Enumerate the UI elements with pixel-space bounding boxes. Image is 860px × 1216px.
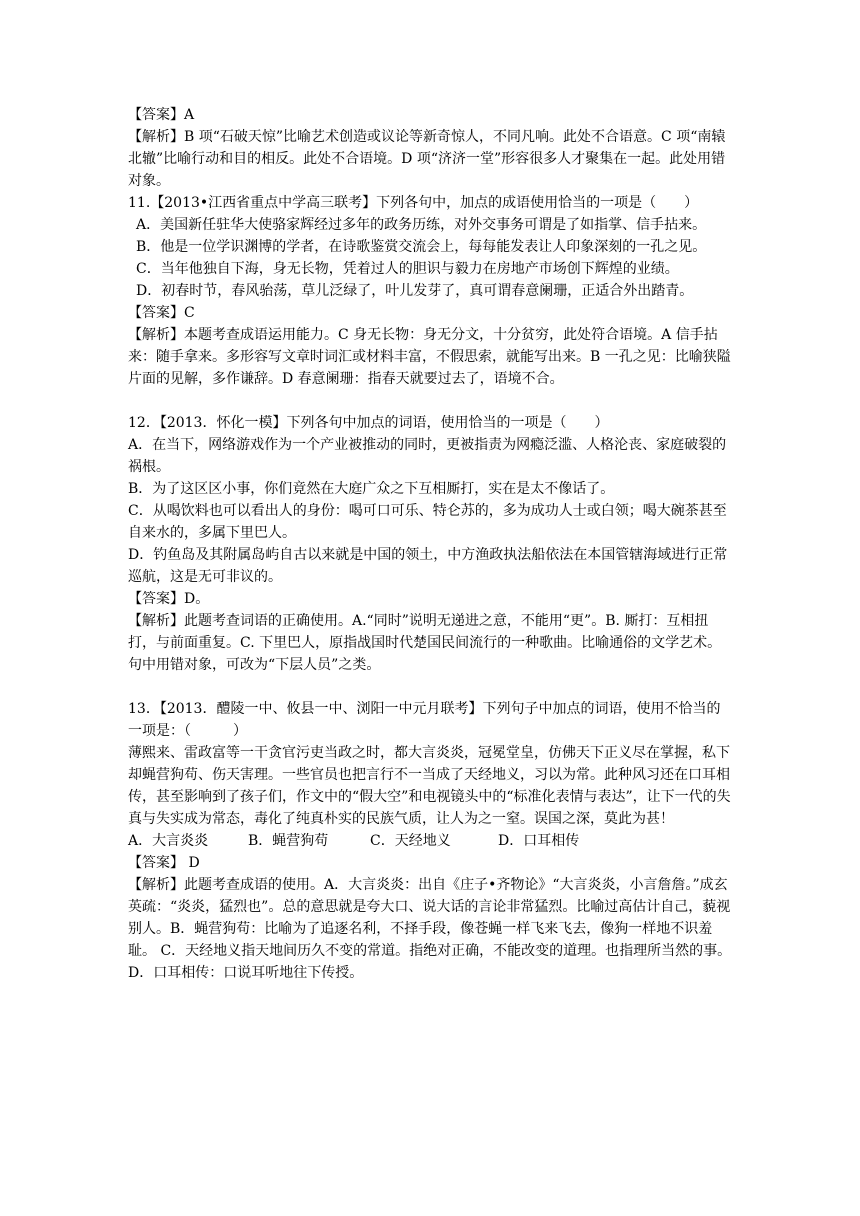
q13-answer: 【答案】 D <box>128 855 200 871</box>
q13-passage: 薄熙来、雷政富等一干贪官污吏当政之时，都大言炎炎，冠冕堂皇，仿佛天下正义尽在掌握，私下却蝇营狗苟、伤天害理。一些官员也把言行不一当成了天经地义，习以为常。此种风习还在口耳相传，甚至影响到了孩子们，作文中的“假大空”和电视镜头中的“标准化表情与表达”，让下一代的失真与失实成为常态，毒化了纯真朴实的民族气质，让人为之一窒。误国之深，莫此为甚！ <box>128 745 731 827</box>
q13-option-a: A．大言炎炎 <box>128 833 209 849</box>
q10-answer: 【答案】A <box>128 107 195 123</box>
q12-analysis: 【解析】此题考查词语的正确使用。A.“同时”说明无递进之意，不能用“更”。B. 厮打：互相扭打，与前面重复。C. 下里巴人，原指战国时代楚国民间流行的一种歌曲。比喻通俗的文学艺术。句中用错对象，可改为“下层人员”之类。 <box>128 613 722 673</box>
q11-stem: 11.【2013•江西省重点中学高三联考】下列各句中，加点的成语使用恰当的一项是（ ） <box>128 195 699 211</box>
document-page <box>128 104 734 984</box>
q13-option-b: B．蝇营狗苟 <box>248 833 329 849</box>
q11-option-c: C．当年他独自下海，身无长物，凭着过人的胆识与毅力在房地产市场创下辉煌的业绩。 <box>136 261 679 277</box>
q13-analysis: 【解析】此题考查成语的使用。A．大言炎炎：出自《庄子•齐物论》“大言炎炎，小言詹詹。”成玄英疏：“炎炎，猛烈也”。总的意思就是夸大口、说大话的言论非常猛烈。比喻过高估计自己，藐视别人。B．蝇营狗苟：比喻为了追逐名利，不择手段，像苍蝇一样飞来飞去，像狗一样地不识羞耻。 C．天经地义指天地间历久不变的常道。指绝对正确，不能改变的道理。也指理所当然的事。 D．口耳相传：口说耳听地往下传授。 <box>128 877 736 981</box>
q11-option-d: D．初春时节，春风骀荡，草儿泛绿了，叶儿发芽了，真可谓春意阑珊，正适合外出踏青。 <box>136 283 694 299</box>
q12-option-a: A．在当下，网络游戏作为一个产业被推动的同时，更被指责为网瘾泛滥、人格沦丧、家庭破裂的祸根。 <box>128 437 727 475</box>
q11-analysis: 【解析】本题考查成语运用能力。C 身无长物：身无分文，十分贫穷，此处符合语境。A 信手拈来：随手拿来。多形容写文章时词汇或材料丰富，不假思索，就能写出来。B 一孔之见：比喻狭隘片面的见解，多作谦辞。D 春意阑珊：指春天就要过去了，语境不合。 <box>128 327 731 387</box>
q12-answer: 【答案】D。 <box>128 591 210 607</box>
q11-option-b: B．他是一位学识渊博的学者，在诗歌鉴赏交流会上，每每能发表让人印象深刻的一孔之见。 <box>136 239 707 255</box>
q13-option-d: D．口耳相传 <box>498 833 580 849</box>
spacer <box>128 390 734 412</box>
q13-options <box>128 830 734 852</box>
q12-option-c: C．从喝饮料也可以看出人的身份：喝可口可乐、特仑苏的，多为成功人士或白领；喝大碗茶甚至自来水的，多属下里巴人。 <box>128 503 727 541</box>
q12-stem: 12．【2013．怀化一模】下列各句中加点的词语，使用恰当的一项是（ ） <box>128 415 609 431</box>
q11-option-a: A．美国新任驻华大使骆家辉经过多年的政务历练，对外交事务可谓是了如指掌、信手拈来。 <box>136 217 707 233</box>
q10-analysis: 【解析】B 项“石破天惊”比喻艺术创造或议论等新奇惊人，不同凡响。此处不合语意。C 项“南辕北辙”比喻行动和目的相反。此处不合语境。D 项“济济一堂”形容很多人才聚集在一起。此处用错对象。 <box>128 129 726 189</box>
q13-stem: 13．【2013．醴陵一中、攸县一中、浏阳一中元月联考】下列句子中加点的词语，使用不恰当的一项是：（ ） <box>128 701 721 739</box>
q13-option-c: C．天经地义 <box>370 833 451 849</box>
q11-answer: 【答案】C <box>128 305 195 321</box>
spacer <box>128 676 734 698</box>
q12-option-d: D．钓鱼岛及其附属岛屿自古以来就是中国的领土，中方渔政执法船依法在本国管辖海域进行正常巡航，这是无可非议的。 <box>128 547 728 585</box>
q12-option-b: B．为了这区区小事，你们竟然在大庭广众之下互相厮打，实在是太不像话了。 <box>128 481 615 497</box>
